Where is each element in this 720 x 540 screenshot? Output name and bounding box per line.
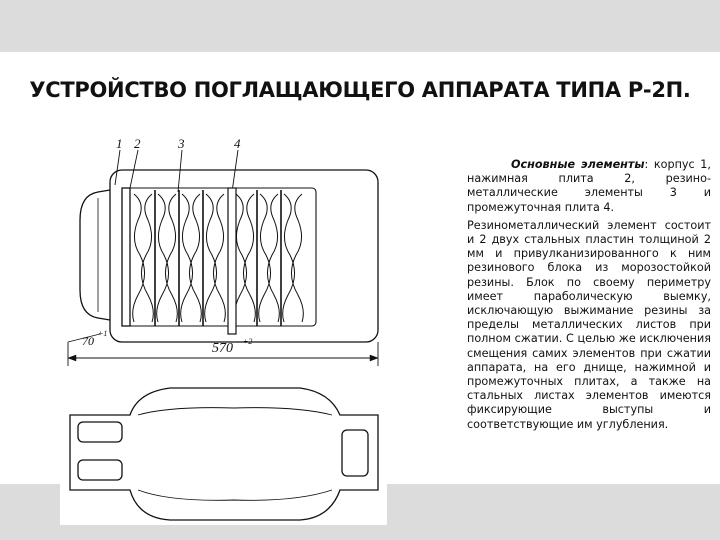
rubber-elements [133,194,304,322]
plan-slot-1 [78,422,122,442]
structure-paragraph: Резинометаллический элемент состоит и 2 двух стальных пластин толщиной 2 мм и привулканизированного к ним резинового блока из морозостойкой резины. Блок по своему периметру имеет параболическую выемку, исключающую выжимание резины за пределы металлических листов при полном сжатии. С целью же исключения смещения самих элементов при сжатии аппарата, на его днище, нажимной и промежуточных плитах, а также на стальных листах элементов имеются фиксирующие выступы и соответствующие им углубления. [467,218,711,431]
callout-leaders [115,150,238,192]
elements-paragraph [467,158,711,215]
steel-plates [155,190,281,326]
drawing-svg [60,130,387,525]
press-plate [122,188,130,326]
elements-list: : корпус 1, нажимная плита 2, резино-металлические элементы 3 и промежуточная плита 4. [467,158,711,214]
callout-4: 4 [234,136,241,151]
plan-slot-3 [342,430,368,476]
top-band [0,0,720,52]
width-tolerance: +2 [243,337,253,346]
side-dimension: 70 [82,334,94,348]
callout-2: 2 [134,136,141,151]
intermediate-plate [228,188,236,334]
inner-cavity [122,188,316,326]
technical-drawing [60,130,387,525]
elements-label: Основные элементы [511,158,645,171]
plan-slot-2 [78,460,122,480]
slide-title: УСТРОЙСТВО ПОГЛАЩАЮЩЕГО АППАРАТА ТИПА Р-2П. [29,78,691,102]
description-text [467,158,711,436]
callout-1: 1 [116,136,123,151]
side-tolerance: +1 [98,329,108,338]
width-dimension: 570 [212,341,233,356]
callout-3: 3 [178,136,185,151]
left-flange [80,190,110,320]
